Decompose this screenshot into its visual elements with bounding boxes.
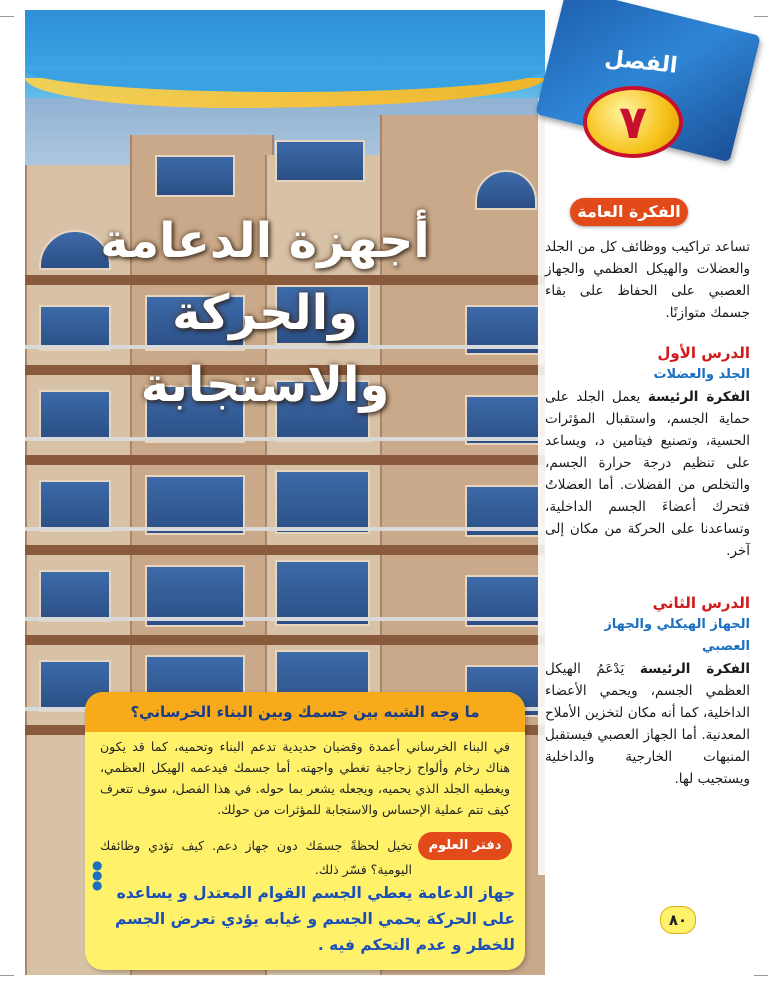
lesson2-main-idea-label: الفكرة الرئيسة [639, 661, 750, 677]
crop-mark [0, 975, 14, 976]
chapter-label: الفصل [603, 46, 679, 79]
lesson1-text: يعمل الجلد على حماية الجسم، واستقبال المؤثرات الحسية، وتصنيع فيتامين د، ويساعد على تنظيم درجة حرارة الجسم، والتخلص من الفضلات. أما العضلاتُ فتحرك أعضاءَ الجسم الداخلية، وتساعدنا على الحركة من مكان إلى آخر. [545, 389, 750, 559]
window [275, 470, 370, 534]
floor-band [25, 635, 545, 645]
lesson1-heading: الدرس الأول [657, 344, 750, 362]
chapter-number: ٧ [583, 86, 683, 158]
handwritten-answer: جهاز الدعامة يعطي الجسم القوام المعتدل و يساعده على الحركة يحمي الجسم و غيابه يؤدي تعرض الجسم للخطر و عدم التحكم فيه . [114, 884, 515, 954]
lesson1-main-idea-label: الفكرة الرئيسة [647, 389, 750, 405]
lesson2-subtitle-line1: الجهاز الهيكلي والجهاز [604, 617, 750, 632]
lesson1-section [545, 342, 750, 562]
window [275, 140, 365, 182]
lesson2-text: يَدْعَمُ الهيكل العظمي الجسم، ويحمي الأعضاء الداخلية، كما أنه مكان لتخزين الأملاح المعدنية. أما الجهاز العصبي فيستقبل المنبهات الخارجية والداخلية ويستجيب لها. [545, 661, 750, 787]
big-idea-label: الفكرة العامة [570, 198, 688, 226]
window [155, 155, 235, 197]
crop-mark [754, 16, 768, 17]
chapter-title-line1: أجهزة الدعامة [100, 213, 430, 269]
balcony-rail [25, 527, 545, 531]
window [39, 570, 111, 622]
floor-band [25, 545, 545, 555]
window [39, 480, 111, 532]
question-box-heading: ما وجه الشبه بين جسمك وبين البناء الخرساني؟ [85, 692, 525, 732]
balcony-rail [25, 617, 545, 621]
window [145, 475, 245, 535]
big-idea-text: تساعد تراكيب ووظائف كل من الجلد والعضلات والهيكل العظمي والجهاز العصبي على الحفاظ على بقاء جسمك متوازنًا. [545, 239, 750, 321]
lesson1-subtitle: الجلد والعضلات [653, 367, 750, 382]
lesson2-heading: الدرس الثاني [652, 594, 750, 612]
floor-band [25, 455, 545, 465]
science-notebook-label: دفتر العلوم [418, 832, 512, 860]
chapter-title [40, 205, 490, 421]
dotted-divider-icon: ● ● ● [92, 858, 103, 892]
crop-mark [754, 975, 768, 976]
crop-mark [0, 16, 14, 17]
page-number: ٨٠ [660, 906, 696, 934]
lesson2-subtitle-line2: العصبي [702, 639, 750, 654]
science-notebook-text: تخيل لحظةً جسمَك دون جهاز دعم. كيف تؤدي وظائفك اليومية؟ فسّر ذلك. [100, 838, 412, 877]
balcony-rail [25, 437, 545, 441]
question-box-text: في البناء الخرساني أعمدة وقضبان حديدية تدعم البناء وتحميه، كما قد يكون هناك رخام وألواح زجاجية تغطي واجهته. أما جسمك فيدعمه الهيكل العظمي، ويغطيه الجلد الذي يحميه، ويجعله يشعر بما حوله. في هذا الفصل، سوف تتعرف كيف تتم عملية الإحساس والاستجابة للمؤثرات من حولك. [100, 739, 510, 817]
lesson2-section [545, 592, 750, 790]
chapter-title-line2: والحركة والاستجابة [140, 285, 390, 413]
